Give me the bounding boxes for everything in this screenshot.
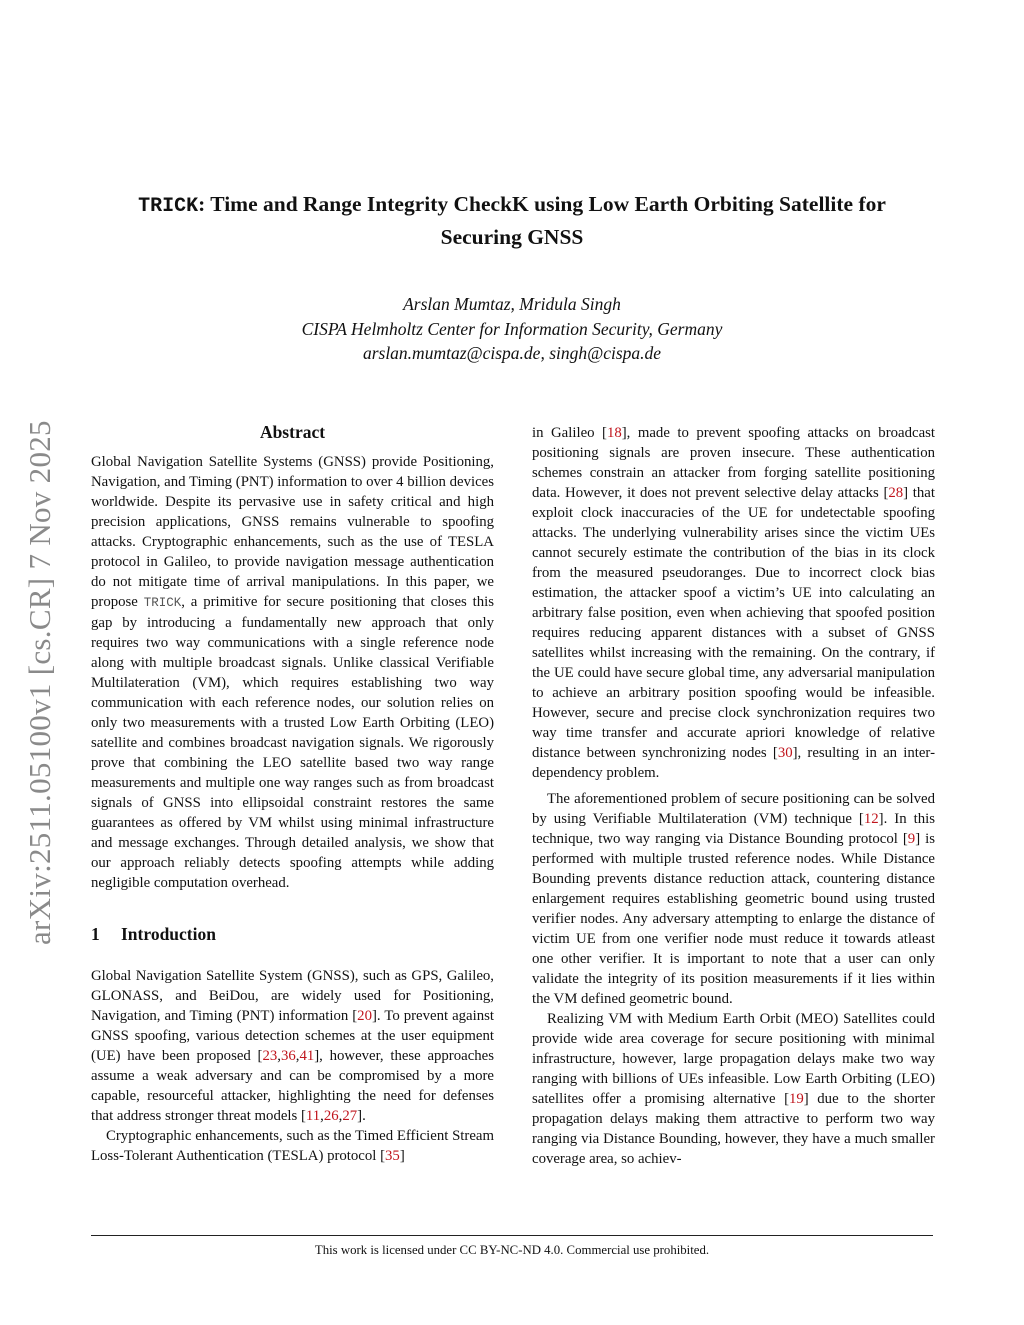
left-column: [91, 421, 494, 1166]
right-column: [532, 423, 935, 1169]
title-line-1: : Time and Range Integrity CheckK using Low Earth Orbiting Satellite for: [198, 192, 886, 216]
author-affiliation: CISPA Helmholtz Center for Information Security, Germany: [301, 318, 723, 339]
right-p1-text-b: ], made to prevent spoofing attacks on broadcast positioning signals are proven insecure. These authentication schemes constrain an attacker from forging satellite positioning data. However, it does not prevent selective delay attacks [: [532, 425, 935, 501]
right-p2-text-a: The aforementioned problem of secure positioning can be solved by using Verifiable Multilateration (VM) technique [: [532, 791, 935, 827]
citation-link[interactable]: 23: [262, 1048, 278, 1064]
footer-divider: [91, 1235, 933, 1236]
title-system-name: TRICK: [138, 195, 199, 218]
author-names: Arslan Mumtaz, Mridula Singh: [403, 294, 621, 314]
right-p2-text-b: ]. In this technique, two way ranging via Distance Bounding protocol [: [532, 811, 935, 847]
author-block: [80, 292, 944, 366]
citation-link[interactable]: 12: [863, 811, 879, 827]
section-heading-introduction: [91, 923, 494, 945]
intro-p1-text-b: ]. To prevent against GNSS spoofing, various detection schemes at the user equipment (UE) have been proposed [: [91, 1008, 494, 1064]
citation-link[interactable]: 35: [385, 1148, 400, 1164]
abstract-text-part-2: , a primitive for secure positioning that closes this gap by introducing a fundamentally new approach that only requires two way communications with a single reference node along with multiple broadcast signals. Unlike classical Verifiable Multilateration (VM), which requires establishing two way communication with each reference nodes, our solution relies on only two measurements with a trusted Low Earth Orbiting (LEO) satellite and combines broadcast navigation signals. We rigorously prove that combining the LEO satellite based two way range measurements and multiple one way ranges such as from broadcast signals of GNSS into ellipsoidal constraint restores the same guarantees as offered by VM whilst using minimal infrastructure and message exchanges. Through detailed analysis, we show that our approach reliably detects spoofing attempts while adding negligible computation overhead.: [91, 594, 495, 891]
citation-link[interactable]: 41: [299, 1048, 315, 1064]
citation-link[interactable]: 30: [777, 745, 793, 761]
intro-p2-text-b: ]: [399, 1148, 405, 1164]
author-emails: arslan.mumtaz@cispa.de, singh@cispa.de: [362, 343, 662, 363]
intro-p1-text-d: ].: [357, 1108, 366, 1124]
intro-paragraph-1: Global Navigation Satellite System (GNSS), such as GPS, Galileo, GLONASS, and BeiDou, are widely used for Positioning, Navigation, and Timing (PNT) information [20]. To prevent against GNSS spoofing, various detection schemes at the user equipment (UE) have been proposed [23,36,41], however, these approaches assume a weak adversary and can be compromised by a more capable, resourceful attacker, highlighting the need for defenses that address stronger threat models [11,26,27].: [91, 968, 494, 1124]
right-paragraph-2: [532, 789, 935, 1009]
right-p3-text-b: ] due to the shorter propagation delays making them attractive to perform two way ranging via Distance Bounding, however, they have a much smaller coverage area, so achiev-: [532, 1091, 935, 1167]
intro-p1-text-c: ], however, these approaches assume a weak adversary and can be compromised by a more capable, resourceful attacker, highlighting the need for defenses that address stronger threat models [: [91, 1048, 494, 1124]
citation-link[interactable]: 36: [280, 1048, 296, 1064]
section-title: Introduction: [121, 924, 216, 944]
paper-title: [80, 189, 944, 252]
citation-link[interactable]: 27: [342, 1108, 358, 1124]
right-p1-text-d: ], resulting in an inter-dependency problem.: [532, 745, 935, 781]
right-p1-text-c: ] that exploit clock inaccuracies of the UE for undetectable spoofing attacks. The underlying vulnerability arises since the victim UEs cannot securely estimate the contribution of the bias in its clock from the measured pseudoranges. Due to incorrect clock bias estimation, the attacker spoof a victim’s UE into calculating an arbitrary false position, even when achieving that spoofed position requires reducing apparent distances with a subset of GNSS satellites whilst increasing with the remaining. On the contrary, if the UE could have secure global time, any adversarial manipulation to achieve an arbitrary position spoofing would be infeasible. However, secure and precise clock synchronization requires two way time transfer and accurate apriori knowledge of relative distance between synchronizing nodes [: [532, 485, 935, 761]
intro-paragraph-2: [91, 1126, 494, 1166]
intro-p1-text-a: Global Navigation Satellite System (GNSS), such as GPS, Galileo, GLONASS, and BeiDou, are widely used for Positioning, Navigation, and Timing (PNT) information [: [91, 968, 494, 1024]
right-p3-text-a: Realizing VM with Medium Earth Orbit (MEO) Satellites could provide wide area coverage for secure positioning with minimal infrastructure, however, large propagation delays make two way ranging with billions of UEs infeasible. Low Earth Orbiting (LEO) satellites offer a promising alternative [: [532, 1011, 935, 1107]
citation-link[interactable]: 9: [907, 831, 916, 847]
right-paragraph-1: [532, 423, 935, 783]
abstract-trick-term: TRICK: [143, 596, 182, 610]
right-paragraph-3: [532, 1009, 935, 1169]
right-p1-text-a: in Galileo [: [532, 425, 607, 441]
citation-link[interactable]: 19: [789, 1091, 804, 1107]
abstract-text-part-1: Global Navigation Satellite Systems (GNSS) provide Positioning, Navigation, and Timing (PNT) information to over 4 billion devices worldwide. Despite its pervasive use in safety critical and high precision applications, GNSS remains vulnerable to spoofing attacks. Cryptographic enhancements, such as the use of TESLA protocol in Galileo, to provide navigation message authentication do not mitigate time of arrival manipulations. In this paper, we propose: [91, 454, 494, 610]
citation-link[interactable]: 20: [357, 1008, 372, 1024]
citation-link[interactable]: 11: [305, 1108, 321, 1124]
title-line-2: Securing GNSS: [440, 225, 584, 249]
arxiv-identifier-stamp: arXiv:2511.05100v1 [cs.CR] 7 Nov 2025: [22, 420, 57, 945]
citation-link[interactable]: 28: [888, 485, 904, 501]
abstract-text: [91, 452, 494, 893]
intro-p2-text-a: Cryptographic enhancements, such as the Timed Efficient Stream Loss-Tolerant Authentication (TESLA) protocol [: [91, 1128, 494, 1164]
license-footer: This work is licensed under CC BY-NC-ND 4.0. Commercial use prohibited.: [314, 1243, 710, 1257]
abstract-heading: Abstract: [259, 422, 326, 442]
right-p2-text-c: ] is performed with multiple trusted reference nodes. While Distance Bounding prevents distance reduction attack, countering distance enlargement requires establishing geometric bound using trusted verifier nodes. Any adversary attempting to enlarge the distance of victim UE from one verifier node must reduce it towards atleast one other verifier. It is important to note that a user can only validate the integrity of its position measurements if it lies within the VM defined geometric bound.: [532, 831, 936, 1007]
citation-link[interactable]: 18: [606, 425, 622, 441]
section-number: 1: [91, 924, 100, 944]
citation-link[interactable]: 26: [323, 1108, 339, 1124]
